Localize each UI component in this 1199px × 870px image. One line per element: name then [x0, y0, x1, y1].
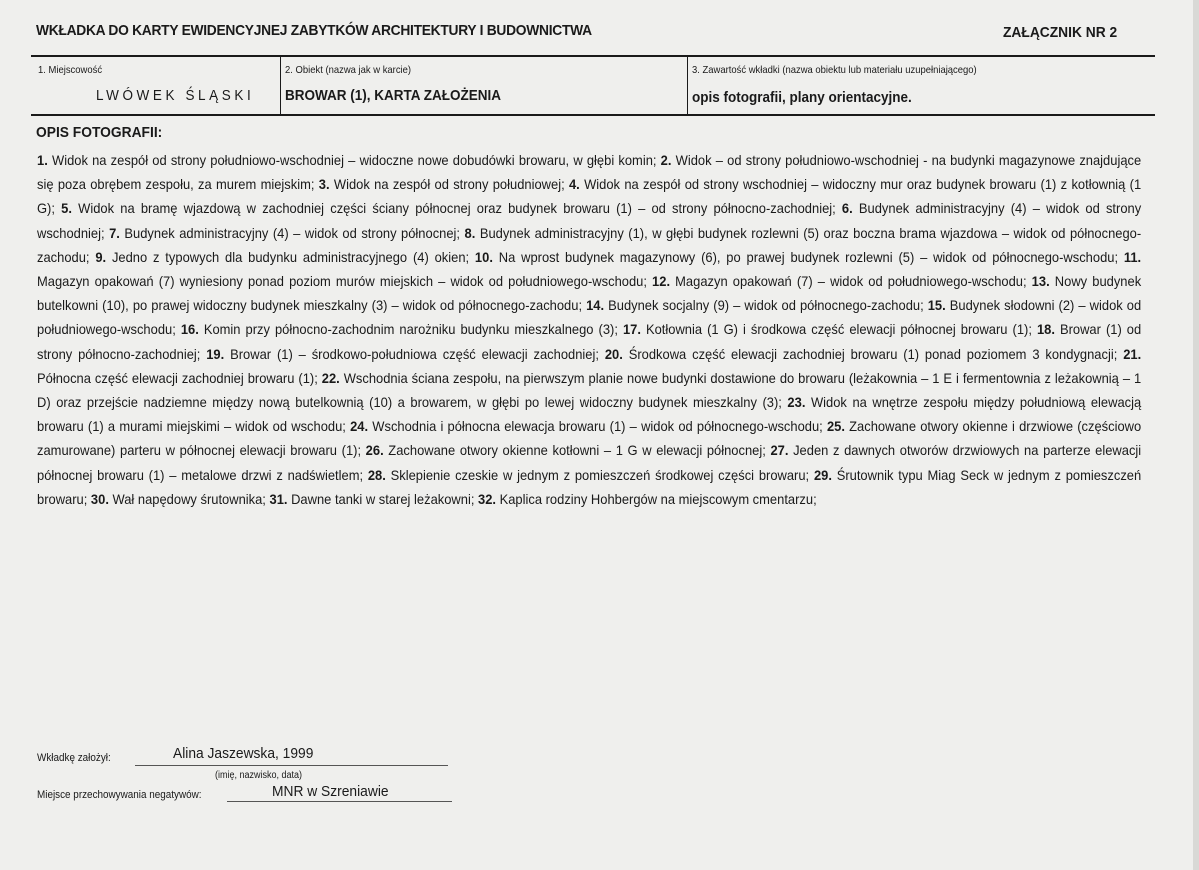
photo-item-text: Jeden z dawnych otworów drzwiowych na parterze elewacji północnej browaru (1) – metalowe drzwi z nadświetlem;: [37, 442, 1142, 483]
field-divider-2: [687, 56, 688, 115]
photo-item-text: Nowy budynek butelkowni (10), po prawej widoczny budynek mieszkalny (3) – widok od północnego-zachodu;: [37, 273, 1142, 314]
photo-item-number: 14.: [586, 297, 605, 314]
photo-item-number: 27.: [770, 442, 789, 459]
created-by-value: Alina Jaszewska, 1999: [173, 745, 314, 762]
object-value: BROWAR (1), KARTA ZAŁOŻENIA: [285, 87, 501, 104]
photo-item-text: Widok na bramę wjazdową w zachodniej części ściany północnej oraz budynek browaru (1) – od strony północno-zachodniej;: [71, 200, 842, 217]
attachment-number: ZAŁĄCZNIK NR 2: [1003, 24, 1118, 41]
photo-item-text: Północna część elewacji zachodniej browaru (1);: [37, 369, 322, 386]
photo-item-number: 8.: [464, 224, 476, 241]
photo-item-text: Budynek socjalny (9) – widok od północnego-zachodu;: [604, 297, 928, 314]
photo-item-number: 13.: [1031, 273, 1050, 290]
photo-item-text: Browar (1) od strony północno-zachodniej;: [37, 321, 1142, 362]
photo-item-number: 22.: [321, 369, 340, 386]
photo-item-number: 17.: [622, 321, 641, 338]
photo-item-number: 28.: [367, 466, 386, 483]
photo-item-text: Zachowane otwory okienne kotłowni – 1 G w elewacji północnej;: [383, 442, 771, 459]
contents-label: 3. Zawartość wkładki (nazwa obiektu lub materiału uzupełniającego): [692, 64, 977, 76]
negatives-location-line: [227, 801, 452, 802]
photo-item-number: 2.: [660, 152, 672, 168]
photo-item-number: 32.: [478, 490, 497, 507]
photo-item-text: Zachowane otwory okienne i drzwiowe (częściowo zamurowane) parteru w północnej elewacji browaru (1);: [37, 418, 1142, 459]
photo-item-text: Na wprost budynek magazynowy (6), po prawej budynek rozlewni (5) – widok od północnego-wschodu;: [492, 248, 1124, 265]
photo-item-number: 30.: [90, 490, 109, 507]
photo-item-number: 7.: [109, 224, 120, 241]
header-rule: [31, 55, 1155, 57]
photo-item-text: Budynek słodowni (2) – widok od południowego-wschodu;: [37, 297, 1142, 338]
photo-item-number: 12.: [652, 273, 671, 290]
photo-description-heading: OPIS FOTOGRAFII:: [36, 124, 163, 141]
photo-item-text: Komin przy północno-zachodnim narożniku budynku mieszkalnego (3);: [198, 321, 623, 338]
photo-item-number: 29.: [813, 466, 832, 483]
photo-item-text: Widok na zespół od strony południowej;: [329, 176, 569, 193]
photo-item-number: 15.: [927, 297, 946, 314]
photo-item-text: Wschodnia i północna elewacja browaru (1) – widok od północnego-wschodu;: [368, 418, 827, 435]
photo-item-text: Wschodnia ściana zespołu, na pierwszym planie nowe budynki dostawione do browaru (leżakownia – 1 E i fermentownia z leżakownią – 1 D) oraz przejście nadziemne między nową butelkownią (10) a browarem, w głębi po lewej widoczny budynek mieszkalny (3);: [37, 369, 1142, 411]
object-label: 2. Obiekt (nazwa jak w karcie): [285, 64, 412, 76]
town-label: 1. Miejscowość: [38, 64, 103, 76]
photo-item-number: 16.: [180, 321, 199, 338]
photo-item-number: 23.: [787, 394, 806, 411]
photo-item-text: Jedno z typowych dla budynku administracyjnego (4) okien;: [106, 248, 475, 265]
photo-item-number: 26.: [365, 442, 384, 459]
photo-item-text: Widok na zespół od strony wschodniej – widoczny mur oraz budynek browaru (1) z kotłownią (1 G);: [37, 176, 1142, 217]
photo-item-text: Dawne tanki w starej leżakowni;: [287, 490, 479, 507]
contents-value: opis fotografii, plany orientacyjne.: [692, 89, 912, 106]
field-divider-1: [280, 56, 281, 115]
photo-item-number: 5.: [61, 200, 72, 217]
photo-item-text: Widok na zespół od strony południowo-wschodniej – widoczne nowe dobudówki browaru, w głębi komin;: [47, 152, 661, 168]
photo-item-number: 10.: [474, 248, 493, 265]
negatives-location-value: MNR w Szreniawie: [272, 783, 389, 800]
photo-item-number: 21.: [1123, 345, 1142, 362]
photo-item-number: 9.: [95, 248, 107, 265]
photo-item-text: Środkowa część elewacji zachodniej browaru (1) ponad poziomem 3 kondygnacji;: [622, 345, 1124, 362]
photo-item-text: Widok na wnętrze zespołu między południową elewacją browaru (1) a murami miejskimi – widok od wschodu;: [37, 394, 1142, 435]
photo-item-number: 11.: [1123, 248, 1142, 265]
scan-edge: [1193, 0, 1199, 870]
photo-item-text: Magazyn opakowań (7) – widok od południowego-wschodu;: [670, 273, 1032, 290]
photo-item-number: 20.: [604, 345, 623, 362]
photo-item-number: 24.: [350, 418, 369, 435]
photo-item-text: Kaplica rodziny Hohbergów na miejscowym cmentarzu;: [496, 490, 817, 507]
photo-item-text: Budynek administracyjny (1), w głębi budynek rozlewni (5) oraz boczna brama wjazdowa – widok od północnego-zachodu;: [37, 224, 1142, 265]
document-title: WKŁADKA DO KARTY EWIDENCYJNEJ ZABYTKÓW ARCHITEKTURY I BUDOWNICTWA: [36, 22, 592, 39]
photo-item-number: 19.: [206, 345, 225, 362]
created-by-label: Wkładkę założył:: [37, 752, 111, 764]
photo-item-text: Browar (1) – środkowo-południowa część elewacji zachodniej;: [224, 345, 605, 362]
photo-item-number: 25.: [826, 418, 845, 435]
photo-item-number: 1.: [37, 152, 48, 168]
photo-item-text: Śrutownik typu Miag Seck w jednym z pomieszczeń browaru;: [37, 466, 1142, 507]
photo-item-number: 3.: [318, 176, 330, 193]
photo-item-text: Sklepienie czeskie w jednym z pomieszczeń środkowej części browaru;: [385, 466, 814, 483]
photo-item-text: Magazyn opakowań (7) wyniesiony ponad poziom murów miejskich – widok od południowego-wschodu;: [37, 273, 653, 290]
photo-item-text: Widok – od strony południowo-wschodniej - na budynki magazynowe znajdujące się poza obrębem zespołu, za murem miejskim;: [37, 152, 1142, 193]
photo-item-text: Budynek administracyjny (4) – widok od strony północnej;: [119, 224, 465, 241]
photo-item-number: 31.: [269, 490, 288, 507]
photo-item-number: 6.: [841, 200, 853, 217]
fields-rule: [31, 114, 1155, 116]
negatives-location-label: Miejsce przechowywania negatywów:: [37, 789, 202, 801]
photo-item-text: Budynek administracyjny (4) – widok od strony wschodniej;: [37, 200, 1142, 241]
town-value: LWÓWEK ŚLĄSKI: [96, 87, 255, 104]
photo-item-text: Kotłownia (1 G) i środkowa część elewacji północnej browaru (1);: [640, 321, 1037, 338]
created-by-note: (imię, nazwisko, data): [215, 770, 303, 781]
photo-description-text: [37, 148, 1141, 511]
photo-item-text: Wał napędowy śrutownika;: [108, 490, 270, 507]
photo-item-number: 4.: [568, 176, 580, 193]
photo-item-number: 18.: [1036, 321, 1055, 338]
created-by-line: [135, 765, 448, 766]
